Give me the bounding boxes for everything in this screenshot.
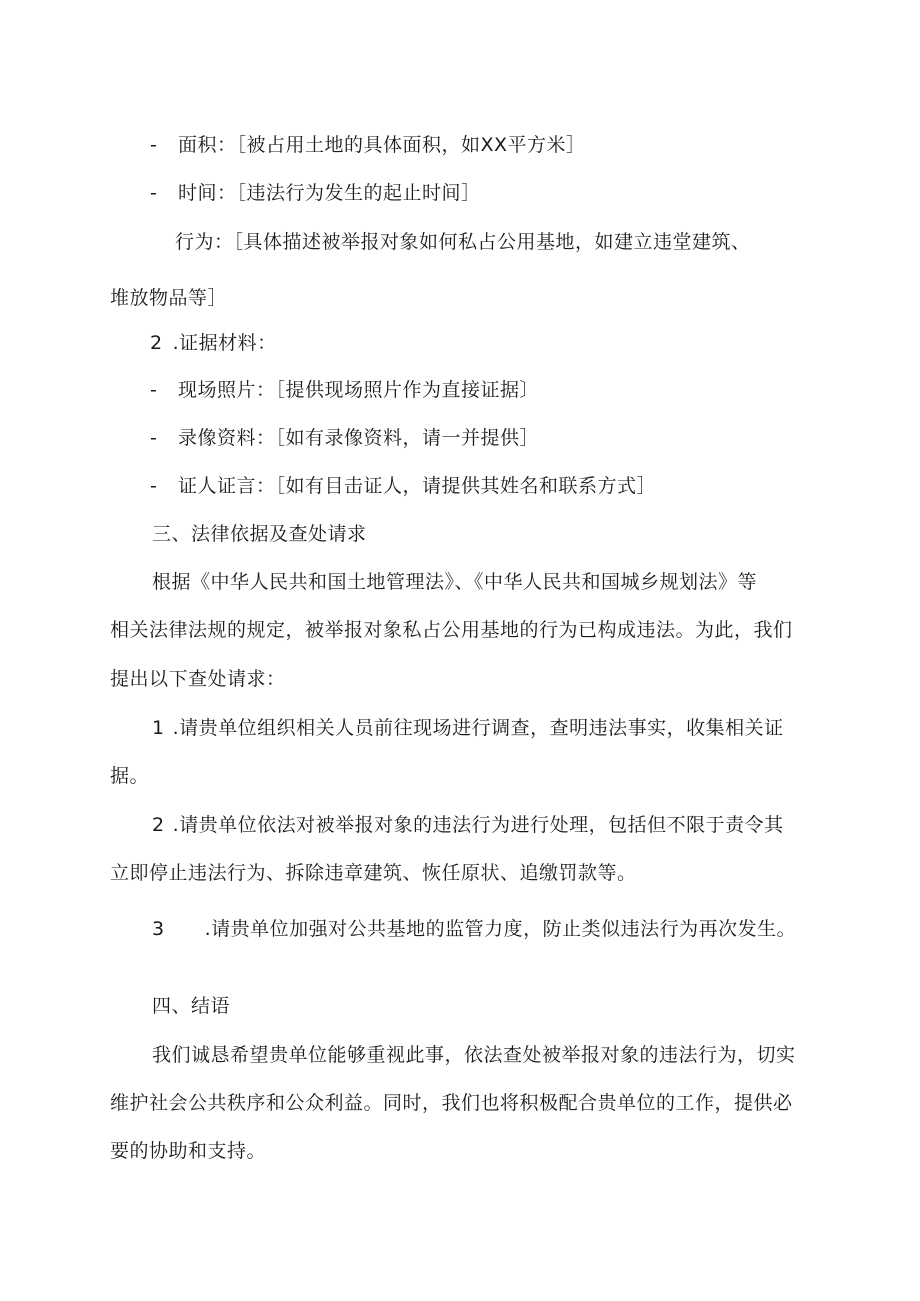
request-1-line1 <box>152 716 784 740</box>
evidence-heading <box>150 331 277 355</box>
evidence-item-text: 录像资料：［如有录像资料，请一并提供］ <box>178 427 540 449</box>
section4-line1: 我们诚恳希望贵单位能够重视此事，依法查处被举报对象的违法行为，切实 <box>152 1044 796 1066</box>
section3-para-line2: 相关法律法规的规定，被举报对象私占公用基地的行为已构成违法。为此，我们 <box>110 619 793 641</box>
bullet-dash: - <box>150 427 158 449</box>
section4-line2: 维护社会公共秩序和公众利益。同时，我们也将积极配合贵单位的工作，提供必 <box>110 1092 793 1114</box>
evidence-item <box>150 426 539 450</box>
detail-area-text: 面积：［被占用土地的具体面积，如XX平方米］ <box>178 134 586 156</box>
request-3-number: 3 <box>152 918 165 940</box>
bullet-dash: - <box>150 475 158 497</box>
request-1-number: 1 <box>152 717 165 739</box>
bullet-dash: - <box>150 379 158 401</box>
request-2-text: .请贵单位依法对被举报对象的违法行为进行处理，包括但不限于责令其 <box>172 814 784 836</box>
detail-time-text: 时间：［违法行为发生的起止时间］ <box>178 182 481 204</box>
section3-para-line1: 根据《中华人民共和国土地管理法》、《中华人民共和国城乡规划法》等 <box>152 571 758 593</box>
request-2-number: 2 <box>152 814 165 836</box>
evidence-item-text: 现场照片：［提供现场照片作为直接证据〕 <box>178 379 540 401</box>
request-2-line1 <box>152 813 784 837</box>
detail-area <box>150 133 586 157</box>
detail-time <box>150 181 481 205</box>
detail-behavior-line1: 行为：［具体描述被举报对象如何私占公用基地，如建立违堂建筑、 <box>175 231 751 253</box>
section3-para-line3: 提出以下查处请求： <box>110 668 286 690</box>
evidence-heading-number: 2 <box>150 332 163 354</box>
request-1-text: .请贵单位组织相关人员前往现场进行调查，查明违法事实，收集相关证 <box>172 717 784 739</box>
evidence-item <box>150 378 539 402</box>
evidence-heading-text: .证据材料： <box>172 332 277 354</box>
request-2-line2: 立即停止违法行为、拆除违章建筑、恢任原状、追缴罚款等。 <box>110 862 637 884</box>
bullet-dash: - <box>150 182 158 204</box>
request-1-line2: 据。 <box>110 765 150 787</box>
section4-line3: 要的协助和支持。 <box>110 1140 267 1162</box>
section4-title: 四、结语 <box>152 995 231 1017</box>
detail-behavior-line2: 堆放物品等］ <box>110 287 228 309</box>
request-3 <box>152 917 796 941</box>
bullet-dash: - <box>150 134 158 156</box>
evidence-item-text: 证人证言：［如有目击证人，请提供其姓名和联系方式］ <box>178 475 657 497</box>
evidence-item <box>150 474 656 498</box>
request-3-text: .请贵单位加强对公共基地的监管力度，防止类似违法行为再次发生。 <box>204 918 797 940</box>
section3-title: 三、法律依据及查处请求 <box>152 523 367 545</box>
